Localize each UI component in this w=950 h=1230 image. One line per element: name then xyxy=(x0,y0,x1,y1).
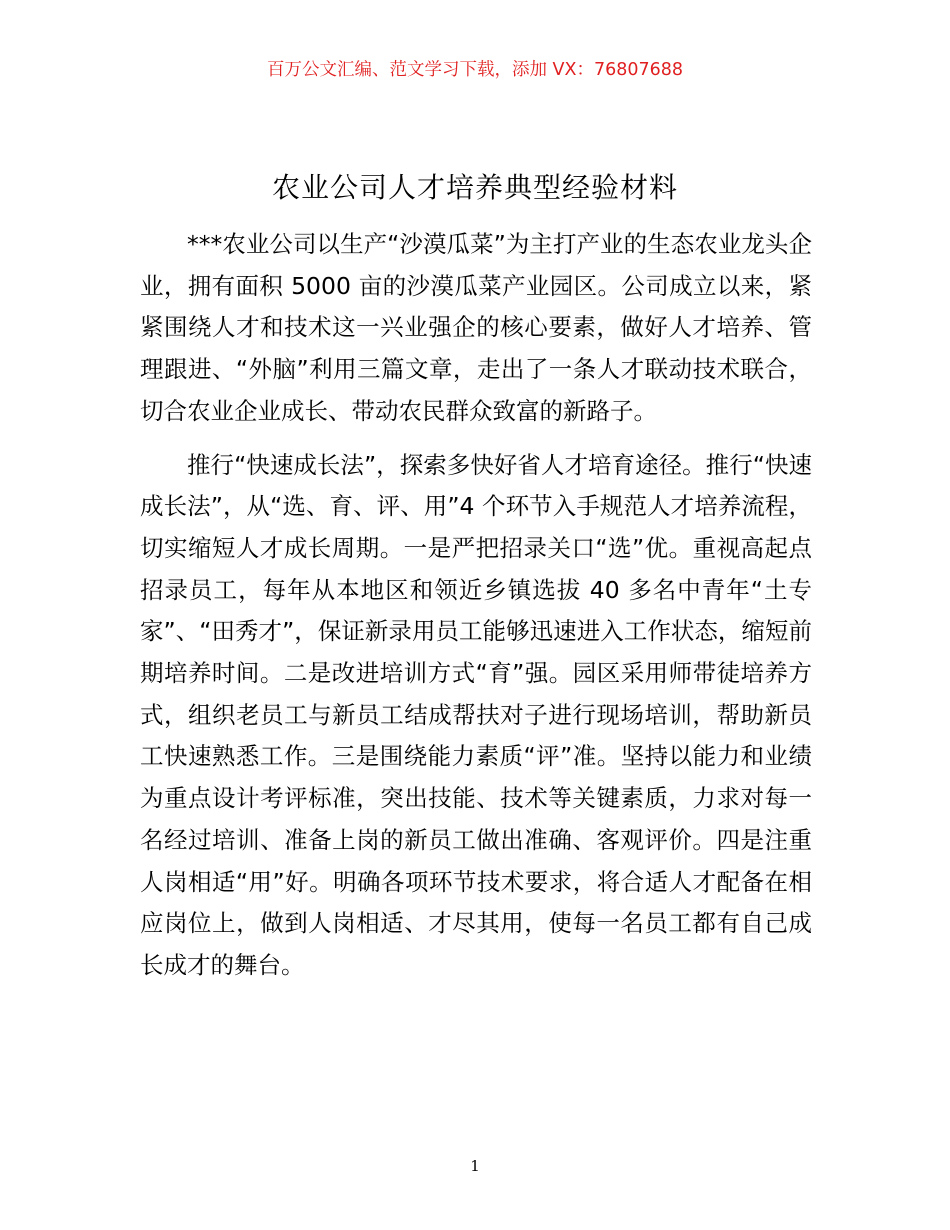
header-banner: 百万公文汇编、范文学习下载，添加 VX：76807688 xyxy=(266,60,684,80)
paragraph-intro: ***农业公司以生产“沙漠瓜菜”为主打产业的生态农业龙头企业，拥有面积 5000 亩的沙漠瓜菜产业园区。公司成立以来，紧紧围绕人才和技术这一兴业强企的核心要素，做好人才培养、管理跟进、“外脑”利用三篇文章，走出了一条人才联动技术联合，切合农业企业成长、带动农民群众致富的新路子。 xyxy=(140,230,812,425)
page-number: 1 xyxy=(470,1157,480,1175)
document-body xyxy=(140,224,812,999)
document-title: 农业公司人才培养典型经验材料 xyxy=(271,171,678,204)
paragraph-fast-growth: 推行“快速成长法”，探索多快好省人才培育途径。推行“快速成长法”，从“选、育、评、用”4 个环节入手规范人才培养流程，切实缩短人才成长周期。一是严把招录关口“选”优。重视高起点招录员工，每年从本地区和领近乡镇选拔 40 多名中青年“土专家”、“田秀才”，保证新录用员工能够迅速进入工作状态，缩短前期培养时间。二是改进培训方式“育”强。园区采用师带徒培养方式，组织老员工与新员工结成帮扶对子进行现场培训，帮助新员工快速熟悉工作。三是围绕能力素质“评”准。坚持以能力和业绩为重点设计考评标准，突出技能、技术等关键素质，力求对每一名经过培训、准备上岗的新员工做出准确、客观评价。四是注重人岗相适“用”好。明确各项环节技术要求，将合适人才配备在相应岗位上，做到人岗相适、才尽其用，使每一名员工都有自己成长成才的舞台。 xyxy=(140,450,812,979)
